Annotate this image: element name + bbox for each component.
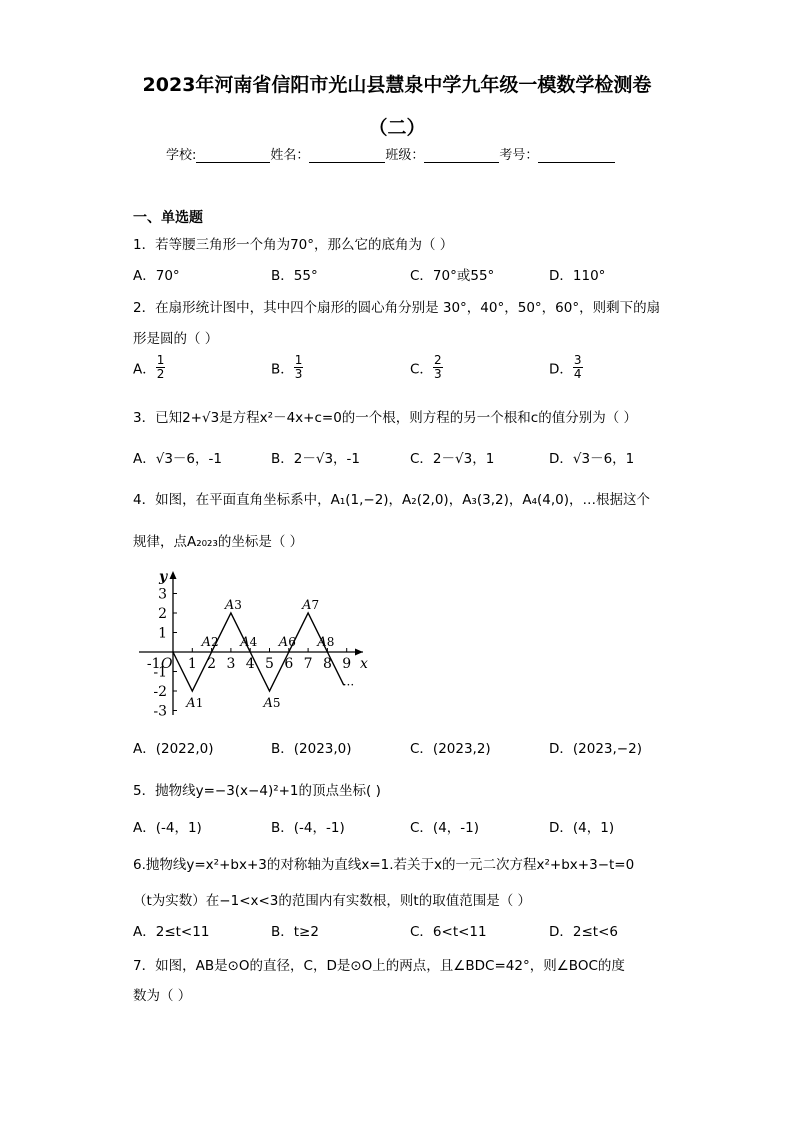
point-label-a2: A2 [201,635,219,650]
q2-option-c[interactable] [410,354,443,381]
x-tick-label: 6 [284,656,294,672]
class-field[interactable] [424,148,499,163]
exam-title-line1: 2023年河南省信阳市光山县慧泉中学九年级一模数学检测卷 [142,74,652,96]
question-7-line1: 7．如图，AB是⊙O的直径，C，D是⊙O上的两点，且∠BDC=42°，则∠BOC的度 [133,958,625,974]
question-4-line2: 规律，点A₂₀₂₃的坐标是（ ） [133,534,304,550]
q4-option-b[interactable]: B．(2023,0) [271,741,352,757]
exam-title-line2: （二） [368,117,426,139]
y-tick-label: 2 [158,606,167,622]
exam-number-field[interactable] [538,148,615,163]
x-tick-label: 4 [245,656,255,672]
ellipsis-label: ... [342,674,355,689]
question-1: 1．若等腰三角形一个角为70°，那么它的底角为（ ） [133,237,454,253]
q2-option-b-fraction [294,354,304,381]
x-tick-label: -1 [146,656,161,672]
question-2-line1: 2．在扇形统计图中，其中四个扇形的圆心角分别是 30°，40°，50°，60°，则剩下的扇 [133,300,661,316]
q2-option-b-label: B． [271,361,294,378]
x-tick-label: 9 [342,656,352,672]
q3-option-d[interactable]: D．√3－6，1 [549,451,635,467]
section-heading: 一、单选题 [133,210,203,226]
q2-option-d-fraction [573,354,583,381]
point-label-a1: A1 [186,696,204,711]
point-label-a7: A7 [302,598,320,613]
q2-option-c-label: C． [410,361,433,378]
point-label-a3: A3 [224,598,242,613]
q6-option-c[interactable]: C．6<t<11 [410,924,487,940]
point-label-a6: A6 [278,635,296,650]
question-7-line2: 数为（ ） [133,988,192,1004]
question-3: 3．已知2+√3是方程x²－4x+c=0的一个根，则方程的另一个根和c的值分别为（ ） [133,410,638,426]
question-2-line2: 形是圆的（ ） [133,331,219,347]
q4-option-a[interactable]: A．(2022,0) [133,741,214,757]
x-tick-label: 3 [226,656,236,672]
y-tick-label: -3 [153,703,167,720]
q1-option-a[interactable]: A．70° [133,268,180,284]
numerator: 1 [156,353,165,367]
coordinate-figure [135,565,375,720]
q2-option-a-fraction [156,354,166,381]
q4-option-c[interactable]: C．(2023,2) [410,741,491,757]
point-label-a8: A8 [317,635,335,650]
q3-option-a[interactable]: A．√3－6，-1 [133,451,222,467]
numerator: 3 [573,353,582,367]
q3-option-b[interactable]: B．2－√3，-1 [271,451,361,467]
x-tick-label: 7 [303,656,313,672]
x-tick-label: 5 [265,656,274,672]
x-tick-label: 1 [187,656,197,672]
x-axis-label: x [360,656,368,672]
numerator: 1 [294,353,303,367]
q6-option-b[interactable]: B．t≥2 [271,924,319,940]
q5-option-b[interactable]: B．(-4，-1) [271,820,345,836]
question-4-line1: 4．如图，在平面直角坐标系中，A₁(1,−2)，A₂(2,0)，A₃(3,2)，A₄(4,0)，…根据这个 [133,492,651,508]
q2-option-a[interactable] [133,354,165,381]
class-label: 班级： [385,148,425,163]
q2-option-c-fraction [433,354,443,381]
numerator: 2 [433,353,442,367]
q2-option-b[interactable] [271,354,303,381]
x-tick-label: 2 [207,656,217,672]
denominator: 3 [294,367,303,381]
y-axis-arrow [170,571,177,579]
exam-number-label: 考号： [499,148,539,163]
student-info-row [166,144,615,163]
x-axis-arrow [355,649,363,656]
q2-option-a-label: A． [133,361,156,378]
y-tick-label: -1 [153,664,167,681]
q5-option-c[interactable]: C．(4，-1) [410,820,480,836]
y-tick-label: -2 [153,684,167,700]
origin-label: O [161,656,173,672]
q6-option-d[interactable]: D．2≤t<6 [549,924,618,940]
q1-option-d[interactable]: D．110° [549,268,606,284]
q2-option-d[interactable] [549,354,583,381]
q4-option-d[interactable]: D．(2023,−2) [549,741,642,757]
q3-option-c[interactable]: C．2－√3，1 [410,451,495,467]
question-5: 5．抛物线y=−3(x−4)²+1的顶点坐标( ) [133,783,381,799]
name-field[interactable] [309,148,385,163]
denominator: 2 [156,367,165,381]
point-label-a4: A4 [240,635,258,650]
point-label-a5: A5 [263,696,281,711]
y-tick-label: 1 [158,625,167,642]
school-field[interactable] [196,148,270,163]
q6-option-a[interactable]: A．2≤t<11 [133,924,210,940]
school-label: 学校: [166,148,197,163]
y-tick-label: 3 [158,586,167,603]
denominator: 3 [433,367,442,381]
q1-option-b[interactable]: B．55° [271,268,318,284]
denominator: 4 [573,367,582,381]
q1-option-c[interactable]: C．70°或55° [410,268,495,284]
q5-option-d[interactable]: D．(4，1) [549,820,615,836]
x-tick-label: 8 [322,656,332,672]
y-axis-label: y [159,569,168,585]
q5-option-a[interactable]: A．(-4，1) [133,820,202,836]
q2-option-d-label: D． [549,361,573,378]
name-label: 姓名： [270,148,310,163]
question-6-line1: 6.抛物线y=x²+bx+3的对称轴为直线x=1.若关于x的一元二次方程x²+bx+3−t=0 [133,857,635,873]
question-6-line2: （t为实数）在−1<x<3的范围内有实数根，则t的取值范围是（ ） [133,893,531,909]
